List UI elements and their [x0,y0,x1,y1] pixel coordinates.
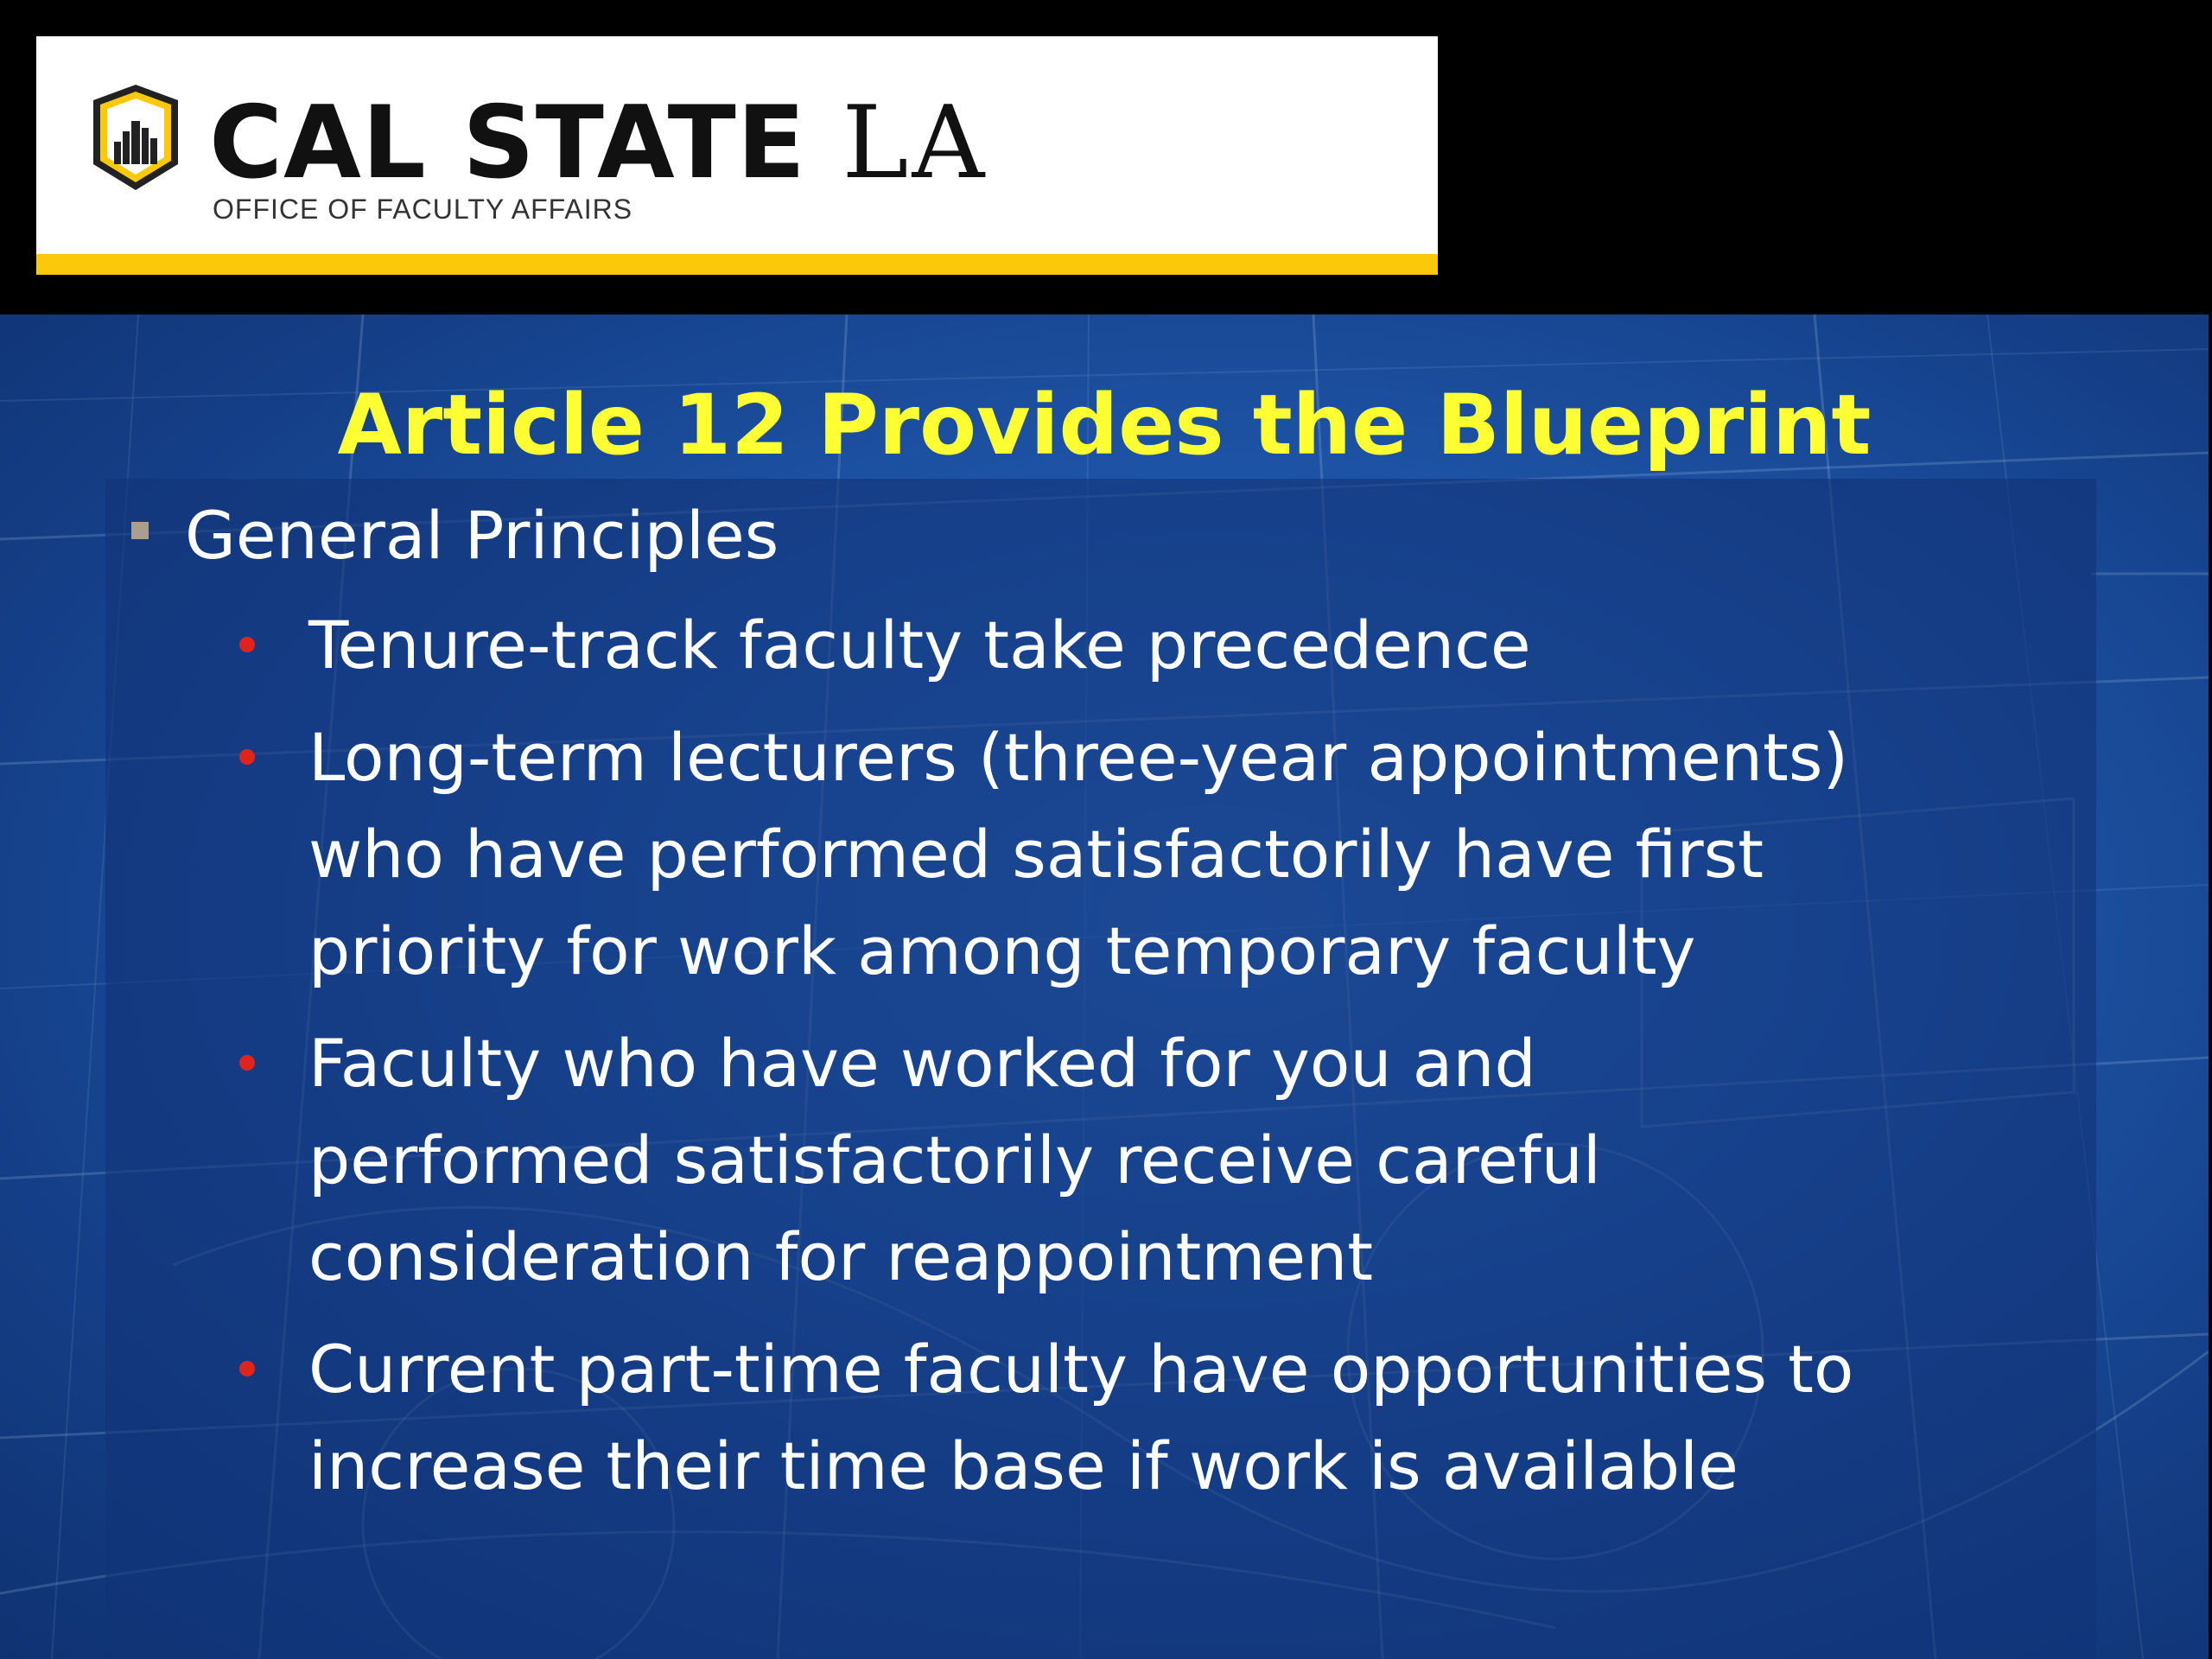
cal-state-la-shield-icon [88,81,183,194]
section-heading-text: General Principles [185,497,779,574]
bullet-line: Current part-time faculty have opportunities to [308,1331,1854,1408]
red-dot-bullet-icon [239,1361,255,1376]
square-bullet-icon [131,522,149,539]
bullet-line: who have performed satisfactorily have first [308,816,1764,893]
red-dot-bullet-icon [239,1055,255,1071]
bullet-line: Long-term lecturers (three-year appointments) [308,719,1849,797]
bullet-section [131,496,2119,1530]
slide-title: Article 12 Provides the Blueprint [337,377,1872,474]
red-dot-bullet-icon [239,637,255,652]
logo-wordmark: CAL STATE LA [209,85,988,201]
bullet-line: performed satisfactorily receive careful [308,1122,1601,1199]
sub-bullet-list [131,597,2119,1515]
bullet-line: increase their time base if work is available [308,1427,1738,1505]
bullet-line: priority for work among temporary faculty [308,912,1696,990]
logo-subtitle: OFFICE OF FACULTY AFFAIRS [213,194,633,225]
logo-banner [36,36,1438,275]
list-item [239,1321,2119,1515]
blueprint-background [0,315,2209,1659]
list-item [239,709,2119,1000]
bullet-line: Faculty who have worked for you and [308,1025,1536,1103]
bullet-line: consideration for reappointment [308,1218,1374,1296]
list-item [239,597,2119,694]
bullet-line: Tenure-track faculty take precedence [308,607,1531,684]
section-heading [131,496,2119,575]
red-dot-bullet-icon [239,749,255,765]
list-item [239,1015,2119,1306]
